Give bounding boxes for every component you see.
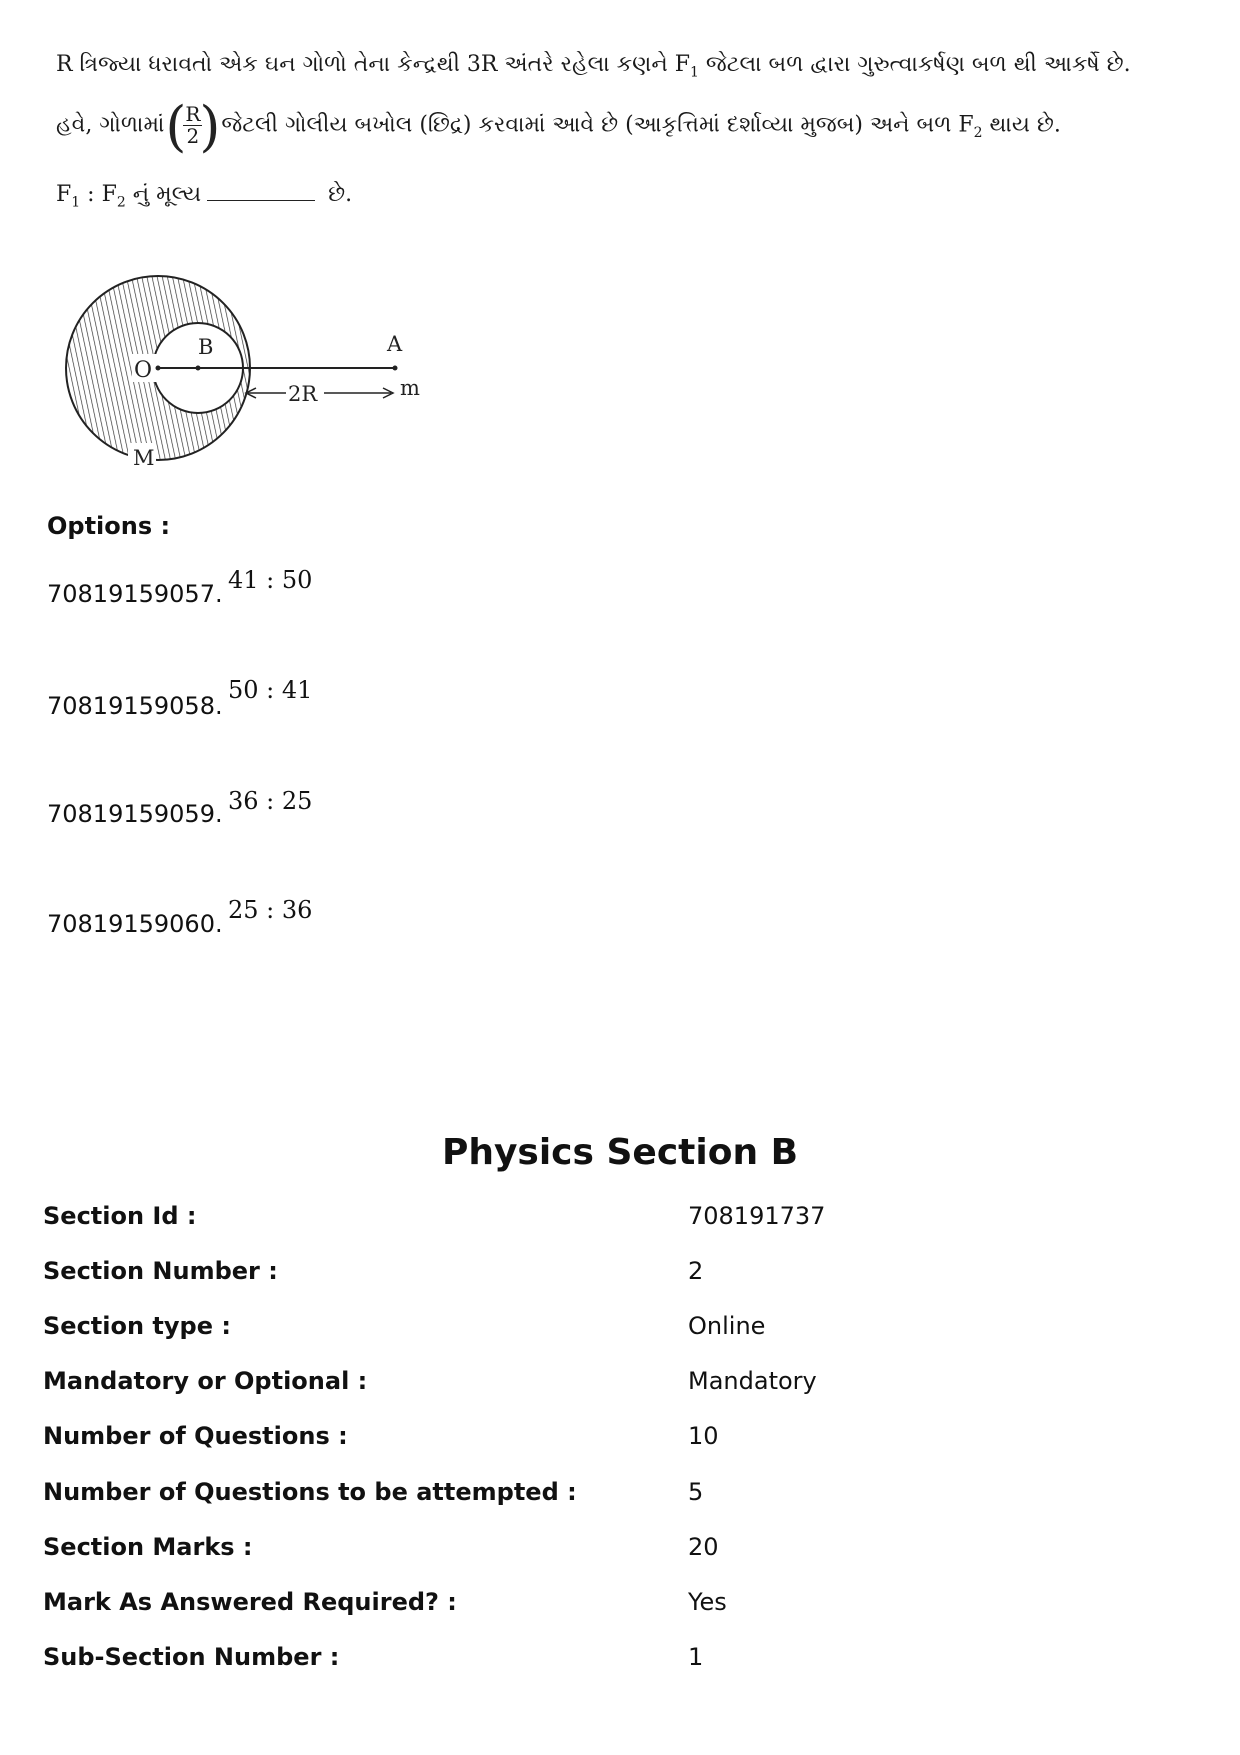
- number-of-questions-label: Number of Questions :: [43, 1422, 348, 1450]
- question-line-1-text: R ત્રિજ્યા ધરાવતો એક ઘન ગોળો તેના કેન્દ્રથી 3R અંતરે રહેલા કણને F: [56, 52, 690, 77]
- option-1-value[interactable]: 41 : 50: [228, 566, 313, 594]
- option-2-id: 70819159058.: [47, 692, 223, 720]
- label-mass-m: M: [133, 446, 155, 470]
- question-line-2: [56, 104, 1061, 147]
- section-title: Physics Section B: [441, 1132, 799, 1173]
- mandatory-optional-label: Mandatory or Optional :: [43, 1367, 368, 1395]
- label-o: O: [134, 358, 153, 383]
- section-id-label: Section Id :: [43, 1202, 197, 1230]
- point-a: [393, 366, 398, 371]
- question-line-3-text: નું મૂલ્ય: [125, 182, 202, 207]
- label-2r: 2R: [288, 382, 318, 406]
- section-type-label: Section type :: [43, 1312, 231, 1340]
- question-line-3: [56, 182, 352, 210]
- sphere-cavity-figure: [58, 245, 438, 490]
- option-3-value[interactable]: 36 : 25: [228, 787, 313, 815]
- label-b: B: [198, 335, 214, 359]
- fraction-numerator: ( R: [185, 102, 201, 126]
- question-line-2-text: હવે, ગોળામાં: [56, 112, 172, 138]
- number-of-questions-value: 10: [688, 1422, 719, 1450]
- section-marks-label: Section Marks :: [43, 1533, 253, 1561]
- f2-ratio-subscript: 2: [116, 194, 126, 211]
- fraction-r-over-2: [171, 104, 214, 147]
- f2-subscript: 2: [973, 124, 983, 141]
- label-a: A: [387, 332, 403, 356]
- option-1-id: 70819159057.: [47, 580, 223, 608]
- sub-section-number-label: Sub-Section Number :: [43, 1643, 340, 1671]
- option-4-id: 70819159060.: [47, 910, 223, 938]
- question-line-2-text-mid: જેટલી ગોલીય બખોલ (છિદ્ર) કરવામાં આવે છે (આકૃત્તિમાં દર્શાવ્યા મુજબ) અને બળ F: [214, 112, 974, 138]
- option-3-id: 70819159059.: [47, 800, 223, 828]
- mandatory-optional-value: Mandatory: [688, 1367, 817, 1395]
- sub-section-number-value: 1: [688, 1643, 704, 1671]
- option-2-value[interactable]: 50 : 41: [228, 676, 313, 704]
- fraction-denominator: 2: [186, 124, 200, 148]
- f1-subscript: 1: [689, 64, 699, 81]
- options-label: Options :: [47, 512, 171, 540]
- questions-to-attempt-label: Number of Questions to be attempted :: [43, 1478, 577, 1506]
- questions-to-attempt-value: 5: [688, 1478, 704, 1506]
- question-line-1: [56, 52, 1131, 80]
- question-line-2-text-end: થાય છે.: [982, 112, 1061, 138]
- section-type-value: Online: [688, 1312, 766, 1340]
- f1-symbol: F: [56, 182, 72, 207]
- f1-ratio-subscript: 1: [71, 194, 81, 211]
- section-marks-value: 20: [688, 1533, 719, 1561]
- question-line-3-text-end: છે.: [321, 182, 353, 207]
- answer-blank: [207, 200, 315, 201]
- point-b: [196, 366, 201, 371]
- ratio-colon: :: [80, 182, 102, 207]
- mark-as-answered-value: Yes: [688, 1588, 727, 1616]
- section-id-value: 708191737: [688, 1202, 826, 1230]
- option-4-value[interactable]: 25 : 36: [228, 896, 313, 924]
- mark-as-answered-label: Mark As Answered Required? :: [43, 1588, 457, 1616]
- section-number-value: 2: [688, 1257, 704, 1285]
- section-number-label: Section Number :: [43, 1257, 278, 1285]
- label-particle-m: m: [400, 376, 420, 400]
- point-o: [156, 366, 161, 371]
- f2-symbol: F: [101, 182, 117, 207]
- question-line-1-text-end: જેટલા બળ દ્વારા ગુરુત્વાકર્ષણ બળ થી આકર્ષે છે.: [698, 52, 1131, 77]
